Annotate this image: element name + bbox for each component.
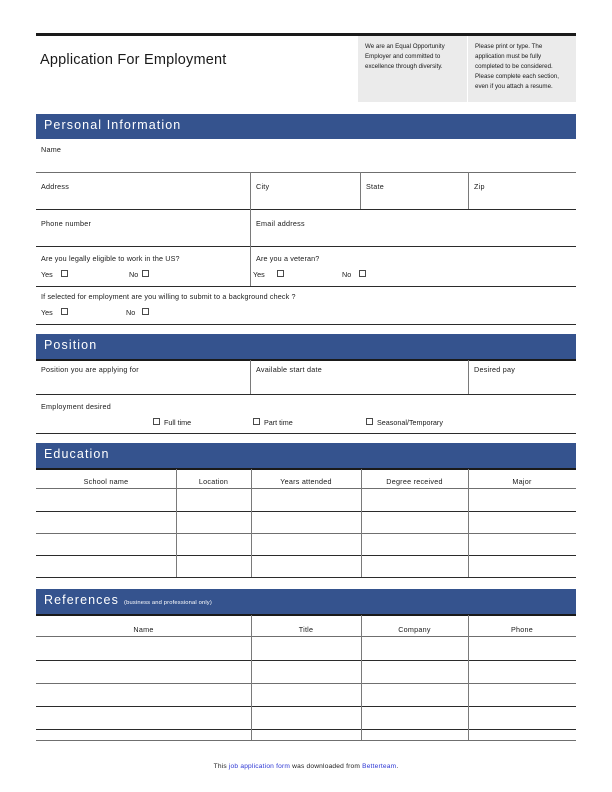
education-col-divider [468, 469, 469, 577]
education-col-divider [176, 469, 177, 577]
references-col-divider [361, 615, 362, 740]
startdate-pay-divider [468, 360, 469, 394]
employment-type-full-time-checkbox[interactable] [153, 418, 160, 425]
section-subtitle-references: (business and professional only) [124, 600, 212, 606]
references-row-divider [36, 683, 576, 684]
employment-desired-row-divider [36, 433, 576, 434]
section-header-personal-information [36, 114, 576, 139]
background-no-checkbox[interactable] [142, 308, 149, 315]
section-title-position: Position [44, 338, 98, 352]
education-column-header: Years attended [280, 477, 332, 486]
eligibility-yes-checkbox[interactable] [61, 270, 68, 277]
label-email-address: Email address [256, 219, 305, 228]
references-column-header: Name [133, 625, 154, 634]
references-column-header: Company [398, 625, 431, 634]
city-state-divider [360, 172, 361, 209]
background-yes-label: Yes [41, 308, 53, 317]
employment-type-seasonal-checkbox[interactable] [366, 418, 373, 425]
eligibility-row-divider [36, 286, 576, 287]
section-header-education [36, 443, 576, 468]
question-work-eligibility: Are you legally eligible to work in the US? [41, 254, 180, 263]
references-row-divider [36, 706, 576, 707]
employment-type-full-time-label: Full time [164, 418, 192, 427]
references-col-divider [251, 615, 252, 740]
references-table-bottom [36, 740, 576, 741]
header-zone [36, 36, 576, 102]
eligibility-veteran-divider [250, 246, 251, 286]
footer-attribution [0, 763, 612, 770]
education-row-divider [36, 511, 576, 512]
address-city-divider [250, 172, 251, 209]
education-column-header: School name [83, 477, 129, 486]
references-header-underline [36, 614, 576, 616]
label-position-applying-for: Position you are applying for [41, 365, 139, 374]
background-row-divider [36, 324, 576, 325]
education-header-divider [36, 488, 576, 489]
employment-type-seasonal-label: Seasonal/Temporary [377, 418, 443, 427]
references-row-divider [36, 660, 576, 661]
employment-type-part-time-label: Part time [264, 418, 293, 427]
phone-row-divider [36, 246, 576, 247]
section-title-references: References [44, 593, 119, 607]
section-header-references [36, 589, 576, 614]
education-col-divider [361, 469, 362, 577]
question-veteran: Are you a veteran? [256, 254, 320, 263]
references-header-divider [36, 636, 576, 637]
eligibility-no-label: No [129, 270, 139, 279]
education-row-divider [36, 577, 576, 578]
label-employment-desired: Employment desired [41, 402, 112, 411]
references-col-divider [468, 615, 469, 740]
employment-type-part-time-checkbox[interactable] [253, 418, 260, 425]
education-column-header: Degree received [386, 477, 443, 486]
phone-email-divider [250, 209, 251, 246]
address-row-divider [36, 209, 576, 210]
education-row-divider [36, 555, 576, 556]
label-name: Name [41, 145, 62, 154]
instructions-notice: Please print or type. The application must be fully completed to be considered. Please complete each section, even if you attach a resume. [468, 36, 576, 102]
eligibility-yes-label: Yes [41, 270, 53, 279]
label-available-start-date: Available start date [256, 365, 322, 374]
position-row-divider [36, 394, 576, 395]
veteran-yes-label: Yes [253, 270, 265, 279]
education-header-underline [36, 468, 576, 470]
veteran-no-label: No [342, 270, 352, 279]
position-startdate-divider [250, 360, 251, 394]
section-title-education: Education [44, 447, 110, 461]
label-city: City [256, 182, 270, 191]
background-yes-checkbox[interactable] [61, 308, 68, 315]
eligibility-no-checkbox[interactable] [142, 270, 149, 277]
references-row-divider [36, 729, 576, 730]
question-background-check: If selected for employment are you willing to submit to a background check ? [41, 292, 296, 301]
background-no-label: No [126, 308, 136, 317]
veteran-no-checkbox[interactable] [359, 270, 366, 277]
label-address: Address [41, 182, 70, 191]
section-title-personal-information: Personal Information [44, 118, 182, 132]
education-row-divider [36, 533, 576, 534]
footer-suffix: . [396, 763, 399, 770]
position-header-underline [36, 359, 576, 361]
education-col-divider [251, 469, 252, 577]
references-column-header: Phone [510, 625, 534, 634]
label-state: State [366, 182, 385, 191]
eeo-notice: We are an Equal Opportunity Employer and committed to excellence through diversity. [358, 36, 467, 102]
state-zip-divider [468, 172, 469, 209]
footer-prefix: This [213, 763, 229, 770]
page-title: Application For Employment [40, 52, 227, 68]
label-desired-pay: Desired pay [474, 365, 516, 374]
betterteam-link[interactable]: Betterteam [362, 763, 397, 770]
references-column-header: Title [298, 625, 314, 634]
name-row-divider [36, 172, 576, 173]
section-header-position [36, 334, 576, 359]
footer-middle: was downloaded from [290, 763, 363, 770]
label-phone-number: Phone number [41, 219, 92, 228]
veteran-yes-checkbox[interactable] [277, 270, 284, 277]
label-zip: Zip [474, 182, 485, 191]
education-column-header: Major [512, 477, 532, 486]
job-application-form-link[interactable]: job application form [228, 763, 291, 770]
education-column-header: Location [198, 477, 229, 486]
